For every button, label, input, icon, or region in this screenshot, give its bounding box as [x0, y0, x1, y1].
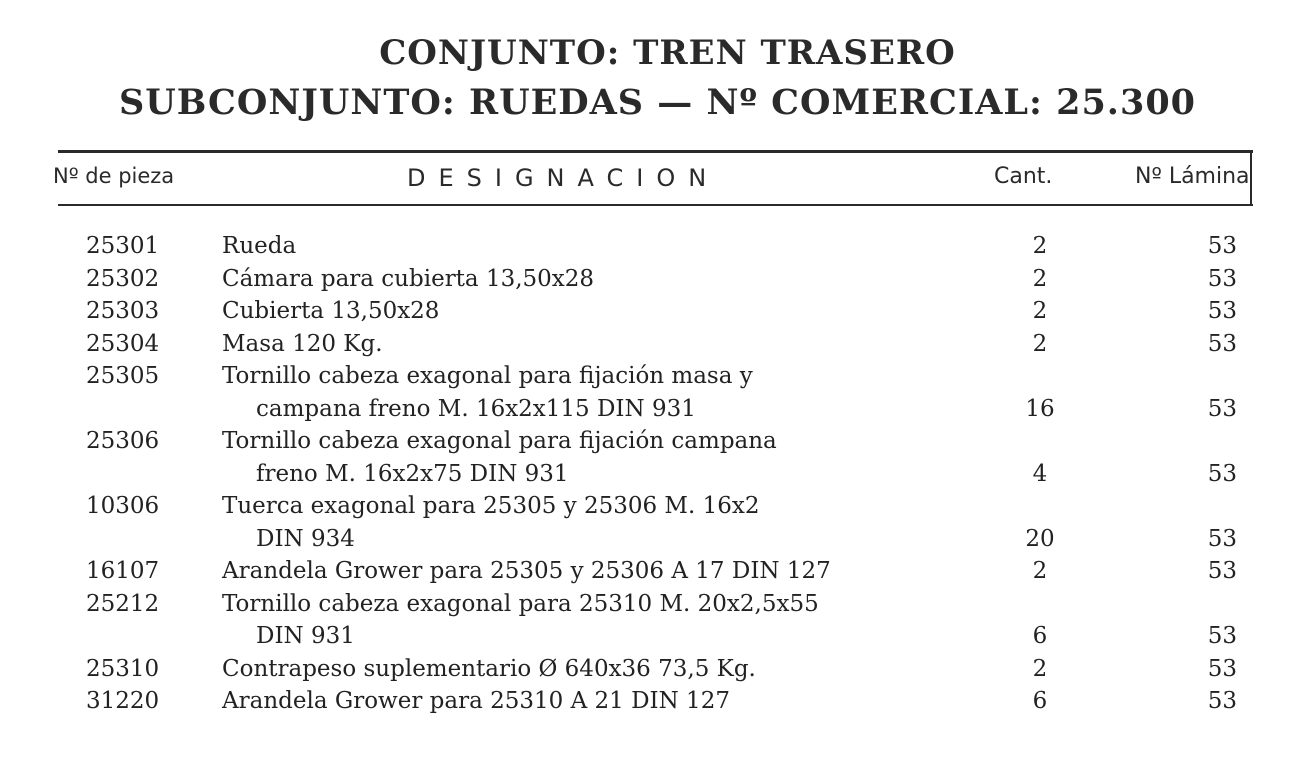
- table-row: [0, 425, 1295, 490]
- part-plate: 53: [1207, 525, 1237, 552]
- table-row: [0, 360, 1295, 425]
- part-number: 25310: [86, 655, 160, 682]
- page-title: CONJUNTO: TREN TRASERO: [379, 33, 956, 73]
- part-plate: 53: [1207, 265, 1237, 292]
- part-number: 25303: [86, 298, 160, 324]
- part-plate: 53: [1207, 623, 1237, 649]
- designation-line: DIN 934: [256, 525, 355, 552]
- designation-line: Contrapeso suplementario Ø 640x36 73,5 Kg.: [222, 655, 756, 682]
- part-quantity: 16: [1025, 395, 1055, 422]
- part-designation: [222, 685, 922, 718]
- table-row: [0, 685, 1295, 718]
- part-quantity: 6: [1032, 623, 1048, 649]
- table-row: [0, 490, 1295, 555]
- table-row: [0, 555, 1295, 588]
- part-designation: [222, 360, 922, 425]
- part-plate: 53: [1207, 558, 1237, 584]
- header-rule-right: [1250, 150, 1252, 206]
- part-quantity: 20: [1025, 525, 1055, 552]
- part-number: 25212: [86, 590, 160, 617]
- parts-table: [0, 230, 1295, 718]
- designation-line: Tornillo cabeza exagonal para fijación campana: [222, 428, 777, 454]
- part-quantity: 2: [1032, 265, 1048, 292]
- designation-line: Cámara para cubierta 13,50x28: [222, 265, 595, 292]
- designation-line: Masa 120 Kg.: [222, 330, 383, 357]
- table-row: [0, 328, 1295, 361]
- part-number: 25302: [86, 265, 160, 292]
- designation-line: Tuerca exagonal para 25305 y 25306 M. 16x2: [222, 493, 760, 519]
- part-number: 25305: [86, 363, 160, 389]
- part-number: 25301: [86, 233, 160, 259]
- part-plate: 53: [1207, 460, 1237, 487]
- designation-line: freno M. 16x2x75 DIN 931: [256, 460, 569, 487]
- designation-line: campana freno M. 16x2x115 DIN 931: [256, 395, 696, 422]
- part-plate: 53: [1207, 688, 1237, 714]
- part-plate: 53: [1207, 233, 1237, 259]
- part-number: 25304: [86, 330, 160, 357]
- part-designation: [222, 263, 922, 296]
- designation-line: Arandela Grower para 25305 y 25306 A 17 DIN 127: [222, 558, 831, 584]
- column-header-quantity: Cant.: [994, 164, 1053, 189]
- part-quantity: 2: [1032, 655, 1048, 682]
- part-quantity: 4: [1032, 460, 1048, 487]
- part-plate: 53: [1207, 298, 1237, 324]
- part-designation: [222, 555, 922, 588]
- part-designation: [222, 295, 922, 328]
- part-quantity: 2: [1032, 558, 1048, 584]
- part-designation: [222, 653, 922, 686]
- header-rule-top: [58, 150, 1253, 153]
- part-plate: 53: [1207, 330, 1237, 357]
- part-plate: 53: [1207, 395, 1237, 422]
- designation-line: Rueda: [222, 233, 297, 259]
- part-plate: 53: [1207, 655, 1237, 682]
- part-designation: [222, 230, 922, 263]
- part-quantity: 2: [1032, 298, 1048, 324]
- table-row: [0, 263, 1295, 296]
- column-header-plate: Nº Lámina: [1135, 164, 1250, 189]
- page-subtitle: SUBCONJUNTO: RUEDAS — Nº COMERCIAL: 25.300: [118, 82, 1197, 123]
- part-number: 25306: [86, 428, 160, 454]
- designation-line: Tornillo cabeza exagonal para fijación masa y: [222, 363, 753, 389]
- part-number: 10306: [86, 493, 160, 519]
- table-row: [0, 295, 1295, 328]
- part-number: 16107: [86, 558, 160, 584]
- part-number: 31220: [86, 688, 160, 714]
- part-designation: [222, 328, 922, 361]
- designation-line: DIN 931: [256, 623, 355, 649]
- part-quantity: 2: [1032, 330, 1048, 357]
- designation-line: Cubierta 13,50x28: [222, 298, 440, 324]
- table-row: [0, 588, 1295, 653]
- header-rule-bottom: [58, 204, 1253, 206]
- table-row: [0, 230, 1295, 263]
- part-quantity: 6: [1032, 688, 1048, 714]
- part-quantity: 2: [1032, 233, 1048, 259]
- table-row: [0, 653, 1295, 686]
- part-designation: [222, 490, 922, 555]
- column-header-part-number: Nº de pieza: [53, 164, 175, 188]
- designation-line: Tornillo cabeza exagonal para 25310 M. 20x2,5x55: [222, 590, 819, 617]
- part-designation: [222, 425, 922, 490]
- designation-line: Arandela Grower para 25310 A 21 DIN 127: [222, 688, 730, 714]
- part-designation: [222, 588, 922, 653]
- column-header-designation: DESIGNACION: [407, 164, 720, 192]
